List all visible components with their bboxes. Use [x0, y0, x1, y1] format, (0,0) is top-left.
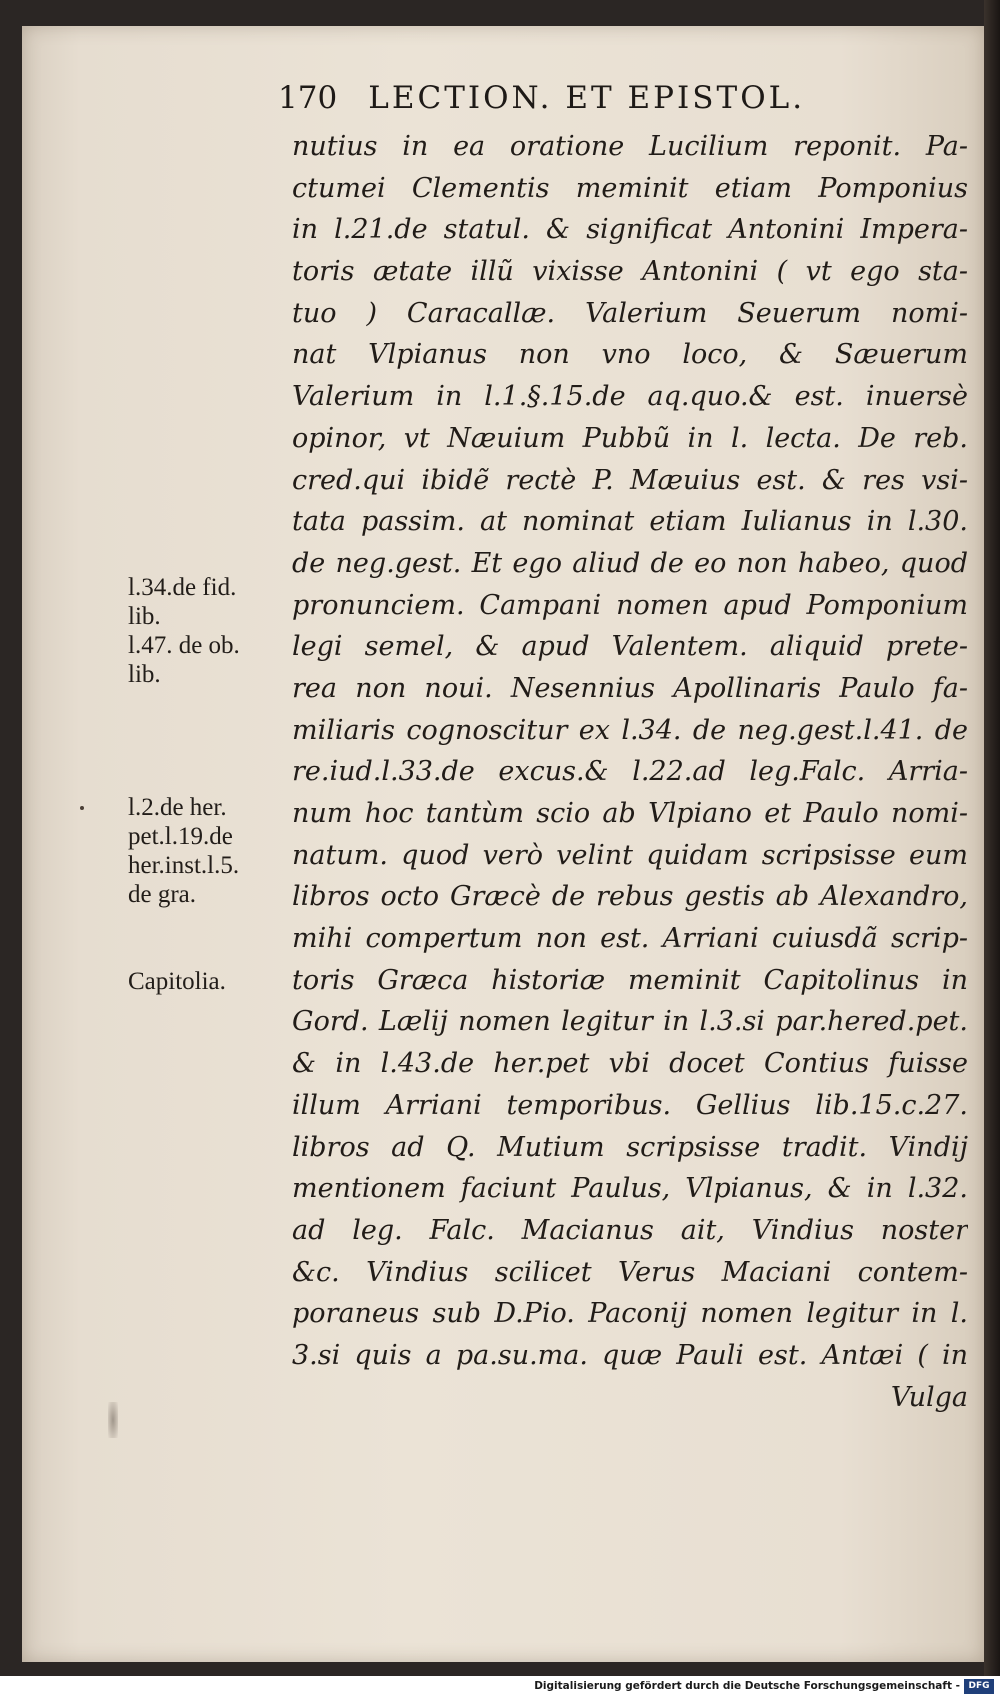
text-line: mihi compertum non est. Arriani cuiusdã scrip- — [292, 923, 968, 955]
margin-note-line: l.2.de her. — [128, 794, 227, 821]
text-line: libros ad Q. Mutium scripsisse tradit. Vindij — [292, 1131, 968, 1163]
text-line: de neg.gest. Et ego aliud de eo non habeo, quod — [292, 547, 968, 579]
text-line: tuo ) Caracallæ. Valerium Seuerum nomi- — [292, 297, 968, 329]
text-line: nutius in ea oratione Lucilium reponit. Pa- — [292, 131, 968, 162]
margin-note-1 — [128, 573, 288, 689]
margin-note-2 — [128, 793, 288, 909]
body-text — [292, 126, 968, 1418]
text-line: miliaris cognoscitur ex l.34. de neg.gest.l.41. de — [292, 714, 968, 746]
text-line: legi semel, & apud Valentem. aliquid prete- — [292, 631, 968, 663]
margin-note-line: de gra. — [128, 881, 197, 908]
text-line: poraneus sub D.Pio. Paconij nomen legitur in l. — [292, 1298, 968, 1330]
margin-note-line: Capitolia. — [128, 968, 226, 995]
text-line: Gord. Lælij nomen legitur in l.3.si par.hered.pet. — [292, 1006, 968, 1038]
dfg-logo-icon: DFG — [964, 1679, 994, 1694]
digitization-credit: Digitalisierung gefördert durch die Deutsche Forschungsgemeinschaft - — [534, 1680, 960, 1692]
text-line: rea non noui. Nesennius Apollinaris Paulo fa- — [292, 672, 968, 704]
text-line: Valerium in l.1.§.15.de aq.quo.& est. inuersè — [292, 381, 968, 413]
footer-bar — [0, 1676, 1000, 1699]
text-line: num hoc tantùm scio ab Vlpiano et Paulo nomi- — [292, 798, 968, 829]
text-line: natum. quod verò velint quidam scripsisse eum — [292, 839, 968, 871]
margin-note-line: lib. — [128, 661, 161, 688]
ink-smudge — [108, 1402, 118, 1438]
text-line: in l.21.de statul. & significat Antonini Impera- — [292, 214, 968, 246]
text-line: toris Græca historiæ meminit Capitolinus in — [292, 964, 968, 996]
text-line: & in l.43.de her.pet vbi docet Contius fuisse — [292, 1048, 968, 1080]
margin-note-line: l.34.de fid. — [128, 574, 237, 601]
text-line: nat Vlpianus non vno loco, & Sæuerum — [292, 339, 968, 371]
page-header — [278, 80, 918, 116]
text-line: illum Arriani temporibus. Gellius lib.15.c.27. — [292, 1089, 968, 1121]
text-line: pronunciem. Campani nomen apud Pomponium — [292, 589, 968, 621]
text-line: re.iud.l.33.de excus.& l.22.ad leg.Falc. Arria- — [292, 756, 968, 788]
running-head: LECTION. ET EPISTOL. — [368, 80, 806, 116]
page-number: 170 — [278, 80, 338, 116]
margin-note-line: her.inst.l.5. — [128, 852, 240, 879]
book-spine-edge — [984, 0, 1000, 1676]
text-line: cred.qui ibidẽ rectè P. Mæuius est. & res vsi- — [292, 464, 968, 496]
text-line: libros octo Græcè de rebus gestis ab Alexandro, — [292, 881, 968, 913]
text-line: tata passim. at nominat etiam Iulianus in l.30. — [292, 506, 968, 538]
margin-dot — [80, 806, 84, 810]
text-line: ad leg. Falc. Macianus ait, Vindius noster — [292, 1214, 968, 1246]
text-line: opinor, vt Næuium Pubbũ in l. lecta. De reb. — [292, 422, 968, 454]
text-line: 3.si quis a pa.su.ma. quæ Pauli est. Antæi ( in — [292, 1339, 968, 1371]
margin-note-line: lib. — [128, 603, 161, 630]
text-line: ctumei Clementis meminit etiam Pomponius — [292, 172, 968, 204]
text-line: toris ætate illũ vixisse Antonini ( vt ego sta- — [292, 256, 968, 288]
text-line: mentionem faciunt Paulus, Vlpianus, & in l.32. — [292, 1173, 968, 1205]
margin-note-line: pet.l.19.de — [128, 823, 233, 850]
margin-note-line: l.47. de ob. — [128, 632, 240, 659]
catchword: Vulga — [890, 1381, 968, 1413]
text-line: &c. Vindius scilicet Verus Maciani contem- — [292, 1256, 968, 1288]
margin-note-3 — [128, 967, 288, 996]
